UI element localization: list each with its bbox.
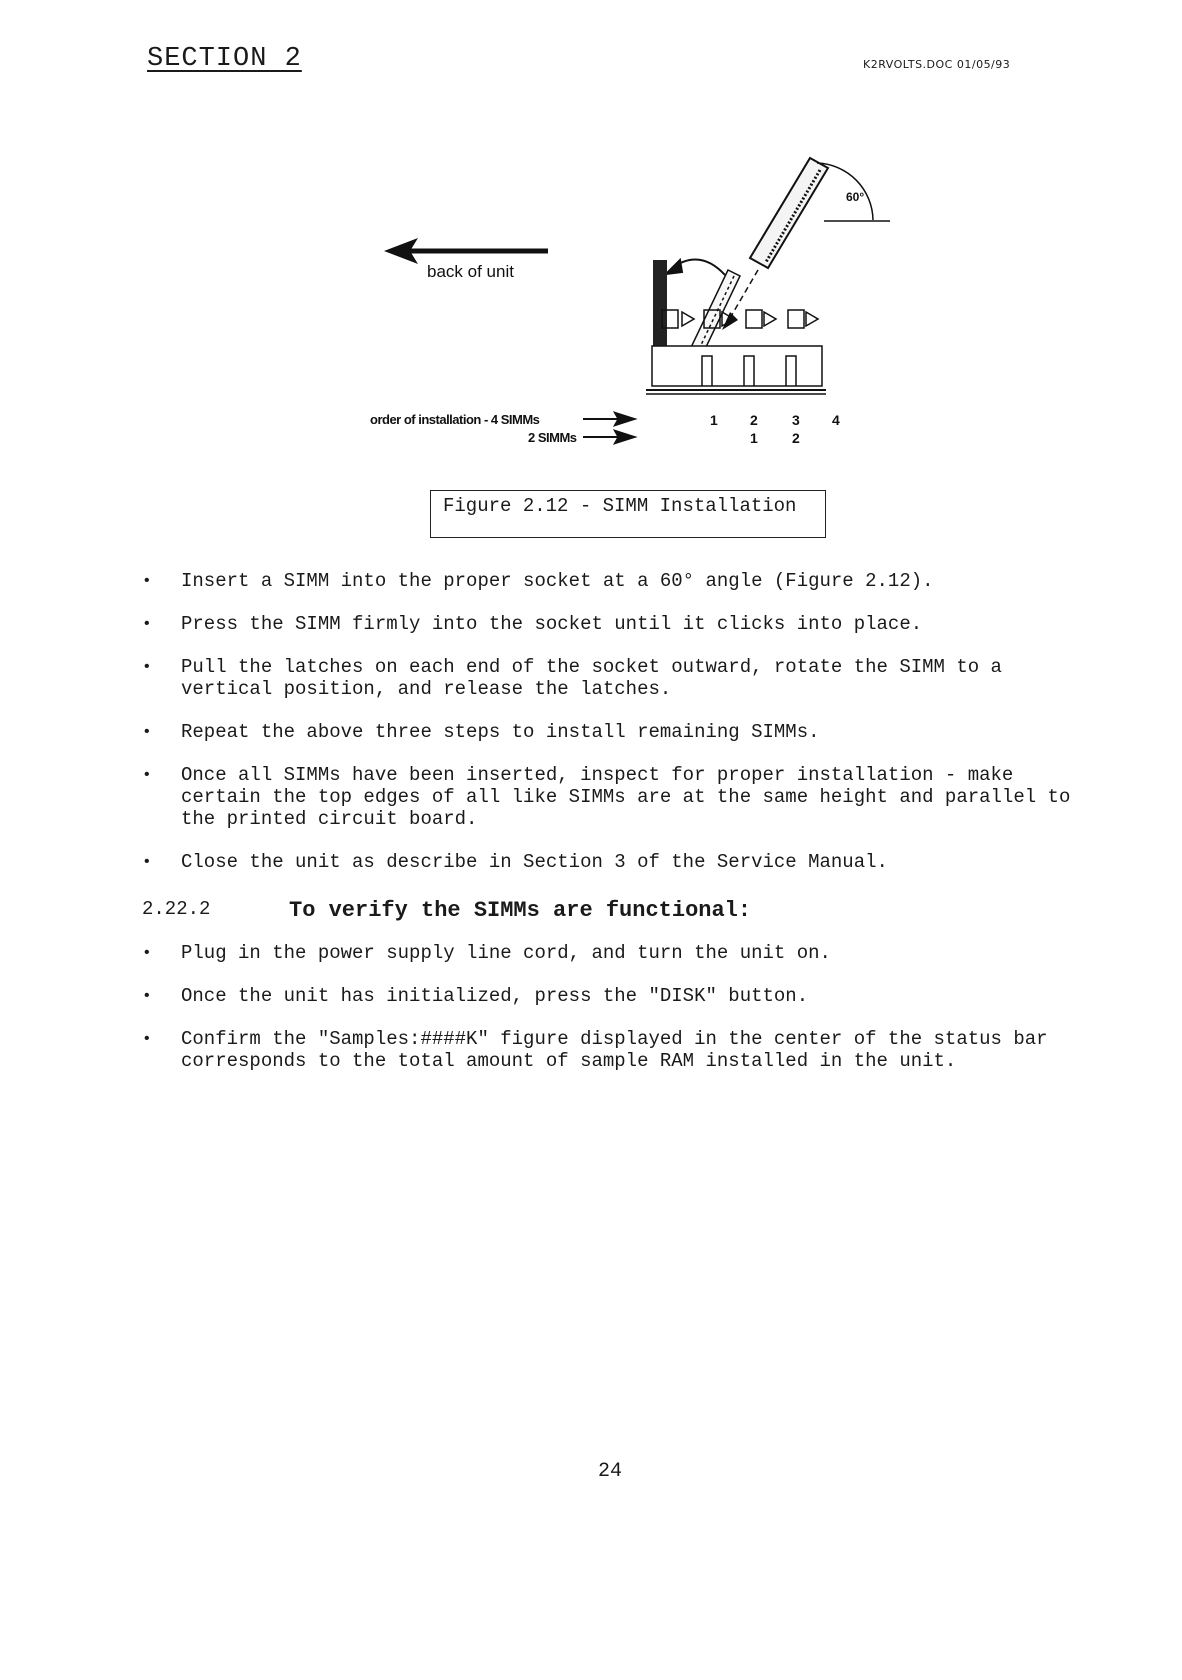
step-text: Repeat the above three steps to install remaining SIMMs. [181, 721, 820, 743]
back-of-unit-label: back of unit [427, 262, 514, 281]
bullet-icon: • [142, 944, 152, 962]
order-arrow-icon [583, 412, 636, 444]
back-arrow-icon [384, 238, 548, 264]
list-item [142, 570, 1102, 592]
bullet-icon: • [142, 1030, 152, 1048]
list-item [142, 851, 1102, 873]
simm-diagram [370, 140, 890, 445]
vertical-simm-icon [653, 260, 667, 346]
list-item [142, 613, 1102, 635]
installation-steps-list [142, 570, 1102, 894]
socket-number-4-3: 3 [792, 412, 800, 428]
step-text: Pull the latches on each end of the socket outward, rotate the SIMM to a vertical position, and release the latches. [181, 656, 1002, 700]
bullet-icon: • [142, 987, 152, 1005]
bullet-icon: • [142, 853, 152, 871]
list-item [142, 656, 1102, 700]
angled-simm-icon [722, 158, 828, 330]
list-item [142, 721, 1102, 743]
subsection-number: 2.22.2 [142, 898, 211, 920]
angle-label: 60° [846, 190, 865, 204]
socket-number-4-2: 2 [750, 412, 758, 428]
socket-number-2-2: 2 [792, 430, 800, 446]
list-item [142, 942, 1102, 964]
figure-caption: Figure 2.12 - SIMM Installation [430, 490, 826, 538]
page-number: 24 [598, 1460, 623, 1483]
bullet-icon: • [142, 723, 152, 741]
list-item [142, 764, 1102, 830]
step-text: Insert a SIMM into the proper socket at a 60° angle (Figure 2.12). [181, 570, 934, 592]
socket-number-2-1: 1 [750, 430, 758, 446]
socket-number-4-4: 4 [832, 412, 840, 428]
order-2-simms-label: 2 SIMMs [528, 430, 577, 445]
bullet-icon: • [142, 766, 152, 784]
simm-sockets-icon [646, 310, 826, 394]
step-text: Plug in the power supply line cord, and turn the unit on. [181, 942, 831, 964]
document-reference: K2RVOLTS.DOC 01/05/93 [863, 58, 1011, 71]
rotate-arrow-icon [666, 259, 725, 275]
list-item [142, 985, 1102, 1007]
list-item [142, 1028, 1102, 1072]
simm-installation-figure [370, 140, 890, 445]
bullet-icon: • [142, 572, 152, 590]
bullet-icon: • [142, 658, 152, 676]
step-text: Once the unit has initialized, press the "DISK" button. [181, 985, 809, 1007]
socket-number-4-1: 1 [710, 412, 718, 428]
step-text: Confirm the "Samples:####K" figure displayed in the center of the status bar corresponds to the total amount of sample RAM installed in the unit. [181, 1028, 1048, 1072]
verification-steps-list [142, 942, 1102, 1093]
order-4-simms-label: order of installation - 4 SIMMs [370, 412, 540, 427]
subsection-title: To verify the SIMMs are functional: [289, 898, 752, 923]
step-text: Close the unit as describe in Section 3 of the Service Manual. [181, 851, 888, 873]
step-text: Press the SIMM firmly into the socket until it clicks into place. [181, 613, 923, 635]
section-heading: SECTION 2 [147, 44, 302, 74]
subsection-heading [142, 898, 752, 923]
bullet-icon: • [142, 615, 152, 633]
step-text: Once all SIMMs have been inserted, inspect for proper installation - make certain the top edges of all like SIMMs are at the same height and parallel to the printed circuit board. [181, 764, 1071, 830]
